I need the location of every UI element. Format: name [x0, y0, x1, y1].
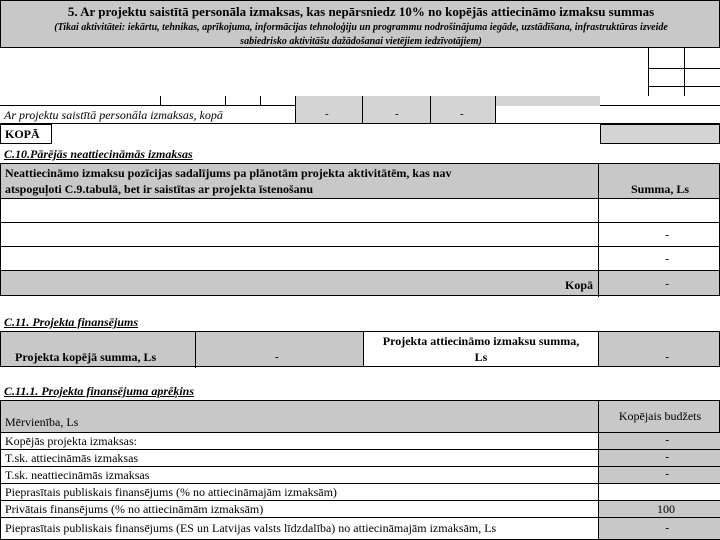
c11-total-value: - [275, 351, 279, 363]
personnel-total-dash-2: - [395, 108, 399, 120]
c111-row-value: - [665, 468, 669, 480]
grid-line [362, 96, 363, 106]
c111-row [0, 466, 720, 484]
c10-sum-header: Summa, Ls [630, 182, 689, 196]
grid-line [684, 48, 685, 96]
c111-budget-header: Kopējais budžets [618, 409, 702, 423]
c111-header-row [0, 400, 720, 433]
c111-row-label: Kopējās projekta izmaksas: [5, 434, 137, 448]
partial-row [0, 96, 720, 106]
c11-eligible-value: - [665, 351, 669, 363]
blank-band [0, 48, 720, 96]
c111-row-label: T.sk. attiecināmās izmaksas [5, 451, 139, 465]
c10-row [0, 246, 720, 271]
c111-row-label: Privātais finansējums (% no attiecināmām izmaksām) [5, 502, 264, 516]
c111-row [0, 449, 720, 467]
c111-row-label: T.sk. neattiecināmās izmaksas [5, 468, 150, 482]
personnel-total-dash-3: - [460, 108, 464, 120]
kopa-label-cell [0, 124, 52, 144]
grid-line [362, 106, 363, 124]
c111-unit-label: Mērvienība, Ls [5, 415, 79, 429]
grid-line [430, 106, 431, 124]
c10-header-row [0, 163, 720, 199]
c111-row-value: - [665, 451, 669, 463]
c111-row-value: 100 [657, 502, 675, 516]
personnel-total-label: Ar projektu saistītā personāla izmaksas, kopā [4, 108, 223, 122]
grid-line [648, 68, 720, 69]
grid-line [598, 199, 599, 224]
grid-line [648, 48, 649, 96]
c111-row [0, 517, 720, 540]
c10-row-value: - [665, 253, 669, 265]
kopa-row [0, 124, 720, 144]
grid-line [295, 106, 296, 124]
c111-heading: C.11.1. Projekta finansējuma aprēķins [4, 384, 195, 398]
grid-line [260, 96, 261, 106]
c111-row-value-cell [598, 484, 720, 500]
grid-line [160, 96, 161, 106]
c111-row [0, 500, 720, 518]
partial-row-shade [295, 96, 600, 106]
c10-row-value: - [665, 229, 669, 241]
grid-line [195, 332, 196, 368]
c11-eligible-label-line2: Ls [474, 350, 488, 364]
c10-total-value: - [665, 278, 669, 290]
c11-heading: C.11. Projekta finansējums [4, 315, 139, 329]
c10-row [0, 222, 720, 247]
grid-line [225, 96, 226, 106]
c111-row-value: - [665, 434, 669, 446]
kopa-shade [600, 124, 720, 144]
c111-row-label: Pieprasītais publiskais finansējums (% no attiecināmajām izmaksām) [5, 485, 337, 499]
grid-line [295, 96, 296, 106]
personnel-total-dash-1: - [325, 108, 329, 120]
grid-line [648, 86, 720, 87]
personnel-costs-note-1: (Tikai aktivitātei: iekārtu, tehnikas, aprīkojuma, informācijas tehnoloģiju un programmu nodrošinājuma iegāde, uzstādīšana, infrastruktūras izveide [54, 22, 668, 33]
c111-row [0, 483, 720, 501]
c10-heading: C.10.Pārējās neattiecināmās izmaksas [4, 147, 193, 161]
c10-desc-header-line1: Neattiecināmo izmaksu pozīcijas sadalījums pa plānotām projekta aktivitātēm, kas nav [5, 166, 452, 180]
kopa-label: KOPĀ [5, 127, 40, 141]
c111-row-value: - [665, 522, 669, 534]
grid-line [495, 96, 496, 106]
c10-desc-header-line2: atspoguļoti C.9.tabulā, bet ir saistītas ar projekta īstenošanu [5, 182, 314, 196]
c10-total-row [0, 270, 720, 296]
c11-eligible-label-line1: Projekta attiecināmo izmaksu summa, [382, 334, 580, 348]
grid-line [495, 106, 496, 124]
personnel-costs-header [0, 0, 720, 48]
personnel-costs-note-2: sabiedrisko aktivitāšu dažādošanai vietējiem iedzīvotājiem) [240, 36, 482, 47]
c10-row [0, 198, 720, 223]
personnel-costs-title: 5. Ar projektu saistītā personāla izmaksas, kas nepārsniedz 10% no kopējās attiecināmo izmaksu summas [67, 4, 655, 19]
c111-row [0, 432, 720, 450]
personnel-total-row [0, 106, 720, 124]
c10-total-label: Kopā [564, 278, 593, 292]
c111-row-label: Pieprasītais publiskais finansējums (ES un Latvijas valsts līdzdalība) no attiecināmajām izmaksām, Ls [5, 521, 497, 535]
grid-line [430, 96, 431, 106]
c11-total-label: Projekta kopējā summa, Ls [15, 350, 157, 364]
c11-row [0, 331, 720, 367]
